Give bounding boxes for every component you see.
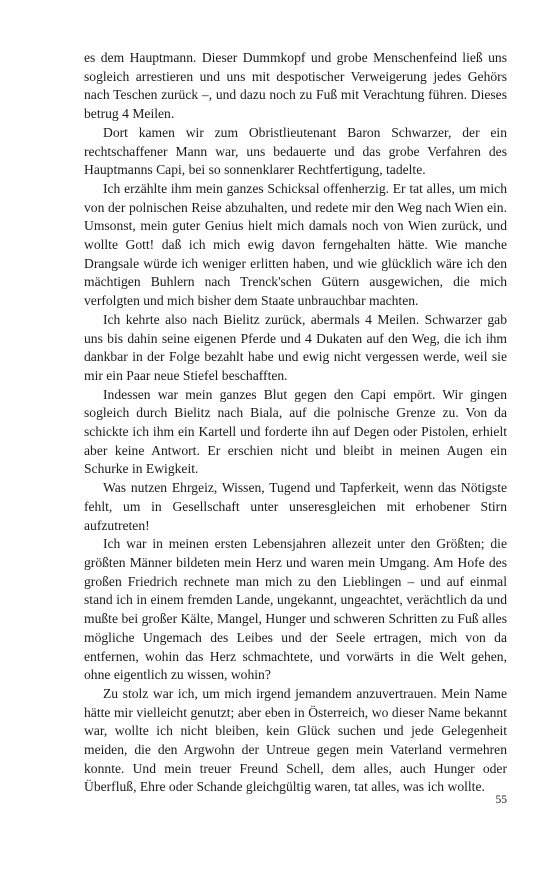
paragraph-5: Indessen war mein ganzes Blut gegen den Capi empört. Wir gingen sogleich durch Bielitz nach Biala, auf die polnische Grenze zu. Von da schickte ich ihm ein Kartell und forderte ihn auf Degen oder Pistolen, erhielt aber keine Antwort. Er erschien nicht und bleibt in meinen Augen ein Schurke in Ewigkeit.: [84, 386, 507, 477]
page-body: [84, 49, 507, 797]
paragraph-4: Ich kehrte also nach Bielitz zurück, abermals 4 Meilen. Schwarzer gab uns bis dahin seine eigenen Pferde und 4 Dukaten auf den Weg, die ich ihm dankbar in der Folge bezahlt habe und ewig nicht vergessen werde, weil sie mir ein Paar neue Stiefel beschafften.: [84, 311, 507, 383]
page-number: 55: [495, 794, 507, 806]
paragraph-1: es dem Hauptmann. Dieser Dummkopf und grobe Menschenfeind ließ uns sogleich arrestieren und uns mit despotischer Verweigerung jedes Gehörs nach Teschen zurück –, und dazu noch zu Fuß mit Verachtung führen. Dieses betrug 4 Meilen.: [84, 50, 507, 122]
paragraph-3: Ich erzählte ihm mein ganzes Schicksal offenherzig. Er tat alles, um mich von der polnischen Reise abzuhalten, und redete mir den Weg nach Wien ein. Umsonst, mein guter Genius hielt mich damals noch von Wien zurück, und wollte Gott! daß ich mich ewig davon ferngehalten hätte. Wie manche Drangsale würde ich weniger erlitten haben, und wie glücklich wäre ich den mächtigen Buhlern nach Trenck'schen Gütern ausgewichen, die mich verfolgten und mich bisher dem Staate unbrauchbar machten.: [84, 180, 507, 309]
paragraph-6: Was nutzen Ehrgeiz, Wissen, Tugend und Tapferkeit, wenn das Nötigste fehlt, um in Gesellschaft unter unseresgleichen mit erhobener Stirn aufzutreten!: [84, 480, 507, 533]
paragraph-2: Dort kamen wir zum Obristlieutenant Baron Schwarzer, der ein rechtschaffener Mann war, uns bedauerte und das grobe Verfahren des Hauptmanns Capi, bei so sonnenklarer Rechtfertigung, tadelte.: [84, 124, 507, 178]
paragraph-8: Zu stolz war ich, um mich irgend jemandem anzuvertrauen. Mein Name hätte mir vielleicht genutzt; aber eben in Österreich, wo dieser Name bekannt war, wollte ich nicht bleiben, kein Glück suchen und jede Gelegenheit meiden, die den Argwohn der Untreue gegen mein Vaterland vermehren konnte. Und mein treuer Freund Schell, dem alles, auch Hunger oder Überfluß, Ehre oder Schande gleichgültig waren, tat alles, was ich wollte.: [84, 685, 507, 795]
paragraph-7: Ich war in meinen ersten Lebensjahren allezeit unter den Größten; die größten Männer bildeten mein Herz und waren mein Umgang. Am Hofe des großen Friedrich rechnete man mich zu den Lieblingen – und auf einmal stand ich in einem fremden Lande, ungekannt, ungeachtet, verächtlich da und mußte bei großer Kälte, Mangel, Hunger und schweren Schritten zu Fuß alles mögliche Ungemach des Leibes und der Seele ertragen, mich von da entfernen, wohin das Herz schmachtete, und vorwärts in die Welt gehen, ohne eigentlich zu wissen, wohin?: [84, 536, 507, 683]
